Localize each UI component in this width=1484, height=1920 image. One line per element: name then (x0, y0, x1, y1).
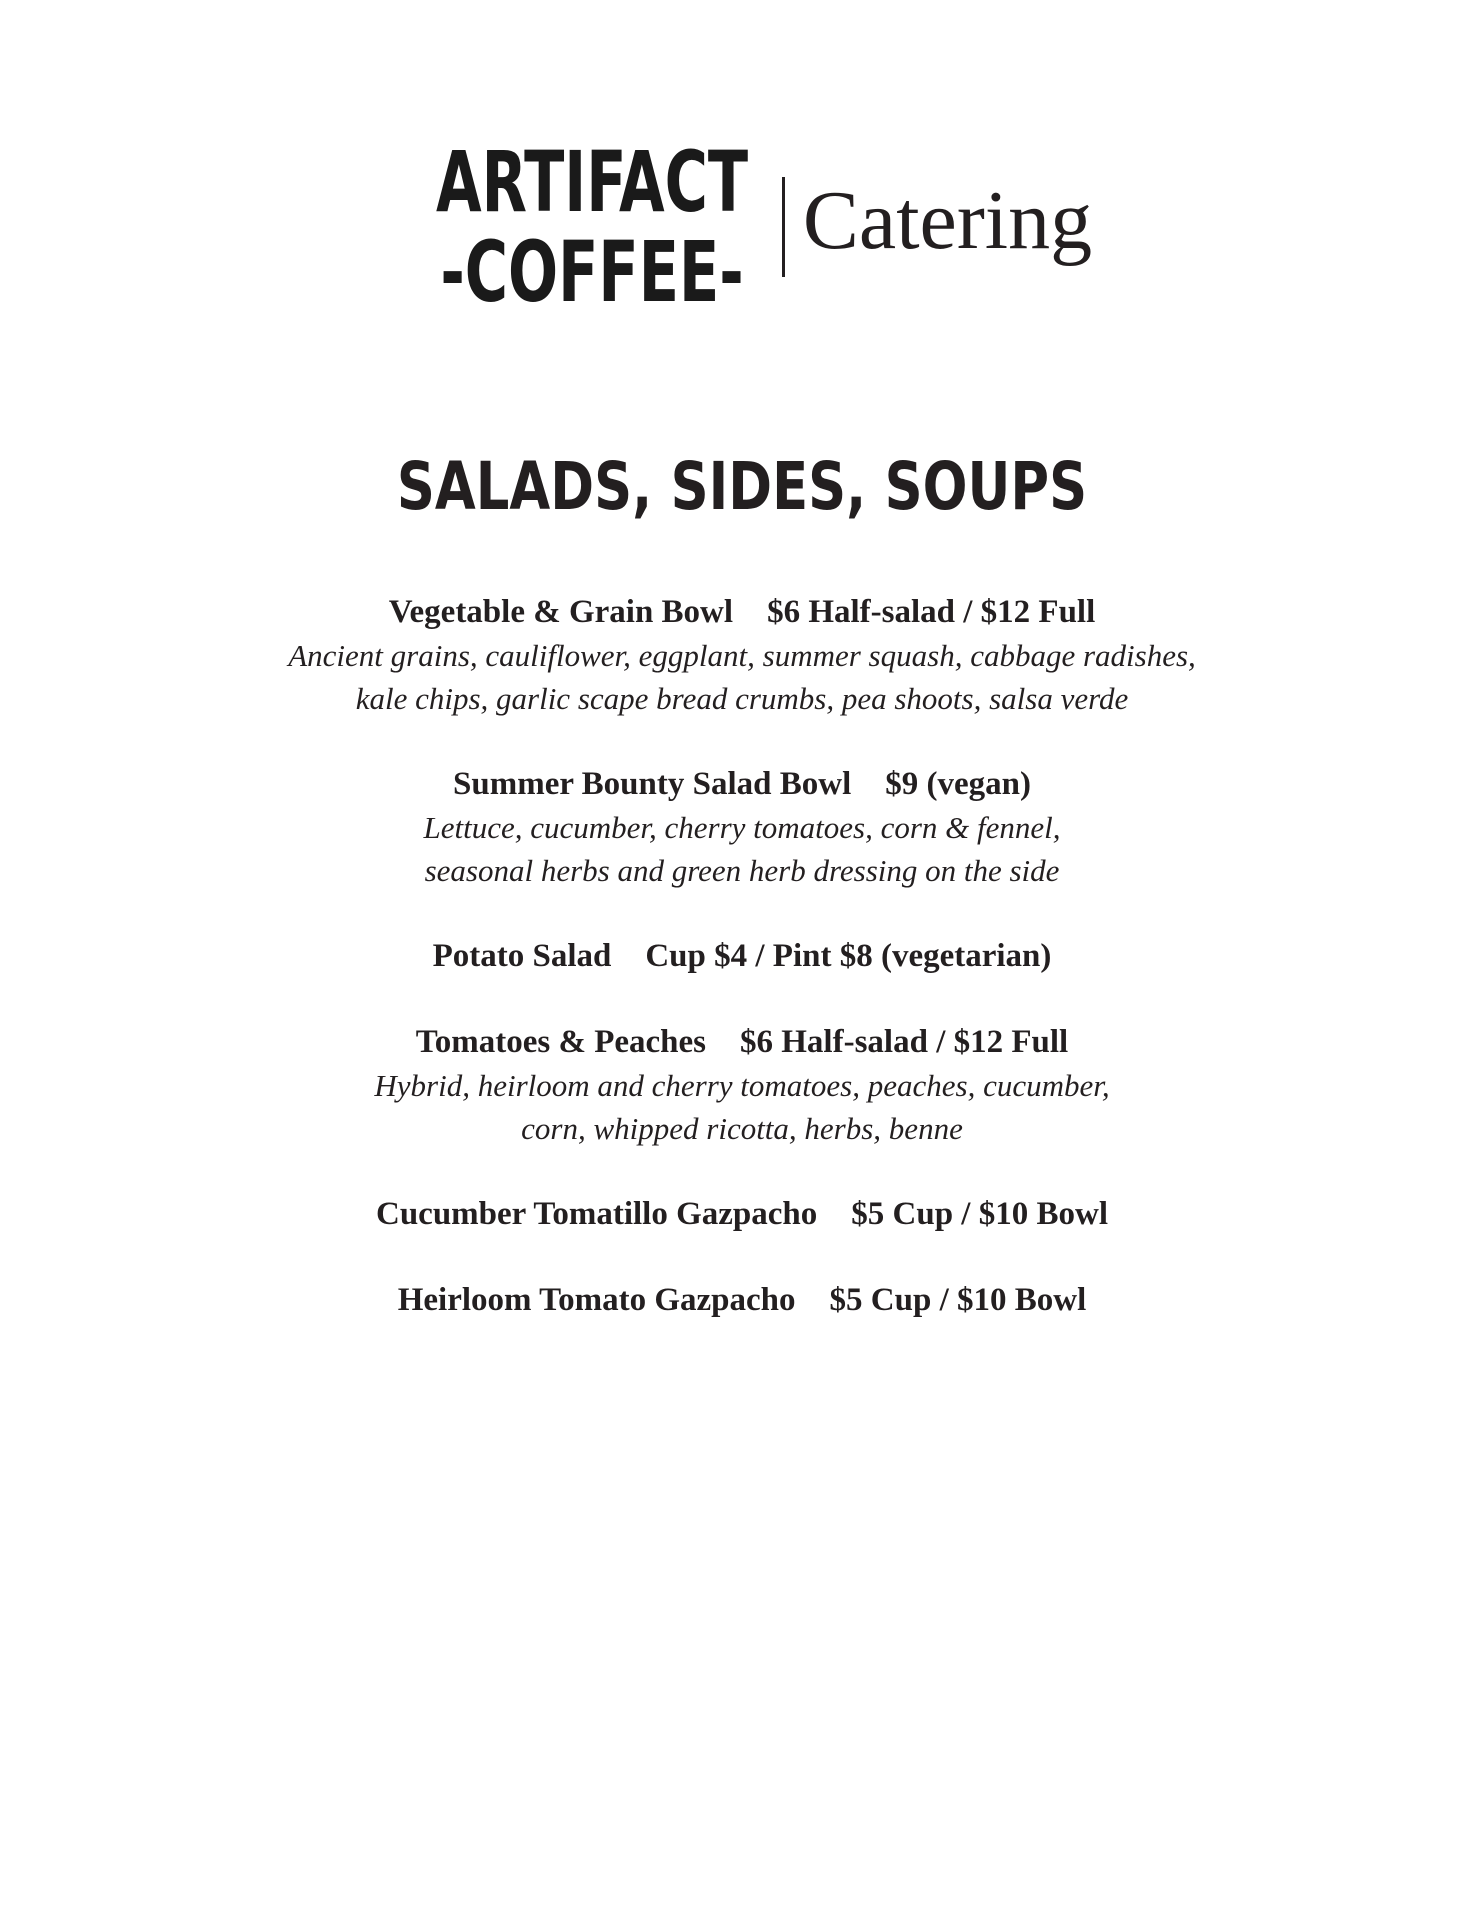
logo-line-coffee: -COFFEE- (440, 223, 744, 321)
menu-item-vegetable-grain-bowl (0, 590, 1484, 720)
menu-item-name: Tomatoes & Peaches (415, 1024, 707, 1060)
header-divider (782, 177, 785, 277)
menu-item-description-line: corn, whipped ricotta, herbs, benne (521, 1111, 963, 1146)
menu-item-title (0, 590, 1484, 634)
menu-item-cucumber-tomatillo-gazpacho (0, 1192, 1484, 1236)
menu-item-description-line: Hybrid, heirloom and cherry tomatoes, peaches, cucumber, (374, 1068, 1110, 1103)
menu-item-name: Vegetable & Grain Bowl (388, 594, 734, 630)
menu-item-title (0, 1278, 1484, 1322)
menu-item-price: $5 Cup / $10 Bowl (851, 1196, 1108, 1232)
menu-item-title (0, 1192, 1484, 1236)
menu-item-price: $6 Half-salad / $12 Full (740, 1024, 1069, 1060)
header (0, 133, 1484, 321)
menu-item-title (0, 762, 1484, 806)
menu-item-name: Cucumber Tomatillo Gazpacho (376, 1196, 818, 1232)
menu-item-name: Summer Bounty Salad Bowl (453, 766, 852, 802)
menu-item-price: Cup $4 / Pint $8 (vegetarian) (645, 938, 1052, 974)
section-title: SALADS, SIDES, SOUPS (396, 448, 1088, 525)
menu-item-price: $5 Cup / $10 Bowl (829, 1282, 1087, 1318)
menu-item-description-line: seasonal herbs and green herb dressing on the side (424, 853, 1060, 888)
menu-item-name: Heirloom Tomato Gazpacho (397, 1282, 796, 1318)
logo-line-artifact: ARTIFACT (435, 133, 748, 231)
menu-item-summer-bounty-salad-bowl (0, 762, 1484, 892)
menu-item-description-line: Ancient grains, cauliflower, eggplant, summer squash, cabbage radishes, (288, 638, 1196, 673)
catering-title: Catering (802, 173, 1093, 267)
menu-item-description-line: Lettuce, cucumber, cherry tomatoes, corn & fennel, (423, 810, 1061, 845)
menu-item-title (0, 934, 1484, 978)
menu-item-price: $9 (vegan) (885, 766, 1031, 802)
menu-item-title (0, 1020, 1484, 1064)
menu-item-price: $6 Half-salad / $12 Full (767, 594, 1096, 630)
menu-item-name: Potato Salad (432, 938, 612, 974)
menu-list (0, 590, 1484, 1364)
menu-item-tomatoes-peaches (0, 1020, 1484, 1150)
menu-item-heirloom-tomato-gazpacho (0, 1278, 1484, 1322)
menu-item-description-line: kale chips, garlic scape bread crumbs, pea shoots, salsa verde (355, 681, 1129, 716)
artifact-coffee-logo (435, 133, 748, 321)
menu-item-potato-salad (0, 934, 1484, 978)
